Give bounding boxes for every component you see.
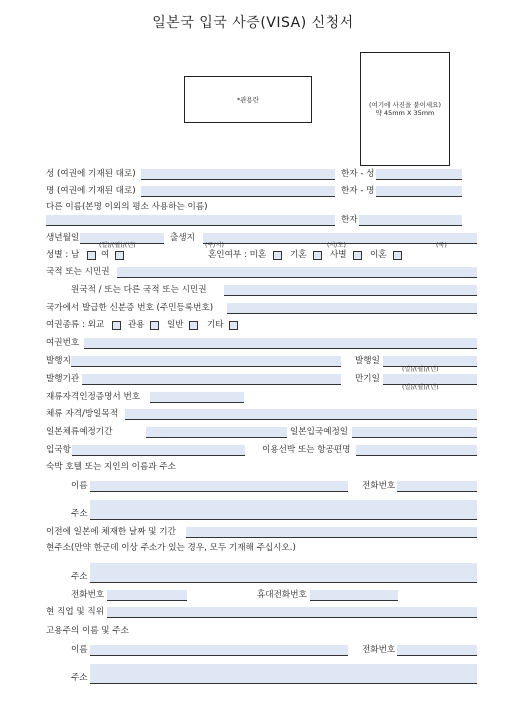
official-use-label: *관용란 xyxy=(236,95,260,104)
hanja-given-field[interactable] xyxy=(376,186,462,197)
port-of-entry-field[interactable] xyxy=(72,445,245,456)
hanja-given-label: 한자 - 명 xyxy=(341,186,375,196)
passport-ordinary-checkbox[interactable] xyxy=(189,321,198,330)
home-phone-label: 전화번호 xyxy=(71,590,105,600)
stay-period-field[interactable] xyxy=(146,427,287,438)
passport-diplomatic-checkbox[interactable] xyxy=(112,321,121,330)
hotel-name-field[interactable] xyxy=(90,481,348,492)
other-names-label: 다른 이름(본명 이외의 평소 사용하는 이름) xyxy=(46,202,208,212)
province-hint: (시/도) xyxy=(327,242,346,249)
given-name-label: 명 (여권에 기재된 대로) xyxy=(46,186,136,196)
hanja-other-field[interactable] xyxy=(359,215,462,226)
employer-phone-label: 전화번호 xyxy=(362,645,396,655)
marital-label: 혼인여부 : 미혼 xyxy=(208,250,267,260)
passport-official-checkbox[interactable] xyxy=(150,321,159,330)
birth-date-label: 생년월일 xyxy=(46,233,80,243)
former-nationality-label: 원국적 / 또는 다른 국적 또는 시민권 xyxy=(71,285,207,295)
hotel-phone-label: 전화번호 xyxy=(362,481,396,491)
passport-number-label: 여권번호 xyxy=(46,338,80,348)
given-name-field[interactable] xyxy=(141,186,335,197)
mobile-field[interactable] xyxy=(310,590,398,601)
birth-date-hint: (일)/(월)/(년) xyxy=(99,242,136,249)
ship-airline-field[interactable] xyxy=(356,445,477,456)
passport-other-checkbox[interactable] xyxy=(229,321,238,330)
arrival-date-field[interactable] xyxy=(352,427,477,438)
nationality-field[interactable] xyxy=(117,267,477,278)
national-id-field[interactable] xyxy=(227,303,477,314)
employer-name-field[interactable] xyxy=(90,645,348,656)
hanja-surname-field[interactable] xyxy=(376,169,462,180)
expiry-label: 만기일 xyxy=(355,374,380,384)
photo-instruction: (여기에 사진을 붙이세요) xyxy=(369,101,441,109)
previous-stays-label: 이전에 일본에 체재한 날짜 및 기간 xyxy=(46,527,176,537)
current-address-field[interactable] xyxy=(90,563,477,583)
purpose-field[interactable] xyxy=(125,409,477,420)
surname-field[interactable] xyxy=(141,169,335,180)
mobile-label: 휴대전화번호 xyxy=(257,590,307,600)
coe-number-label: 재류자격인정증명서 번호 xyxy=(46,392,141,402)
passport-other-label: 기타 xyxy=(207,320,224,330)
coe-number-field[interactable] xyxy=(150,392,244,403)
stay-period-label: 일본체류예정기간 xyxy=(46,427,113,437)
widowed-label: 사별 xyxy=(330,250,347,260)
photo-size: 약 45mm X 35mm xyxy=(375,109,435,117)
birth-place-label: 출생지 xyxy=(170,233,195,243)
sex-label: 성별 : 남 xyxy=(46,250,80,260)
marital-married-checkbox[interactable] xyxy=(313,251,322,260)
issuing-authority-label: 발행기관 xyxy=(46,374,80,384)
current-address-label: 현주소(만약 한군데 이상 주소가 있는 경우, 모두 기재해 주십시오.) xyxy=(46,543,296,553)
national-id-label: 국가에서 발급한 신분증 번호 (주민등록번호) xyxy=(46,303,214,313)
hotel-address-label: 주소 xyxy=(71,509,88,519)
country-hint: (국) xyxy=(436,242,447,249)
place-of-issue-field[interactable] xyxy=(71,356,341,367)
date-of-issue-hint: (일)/(월)/(년) xyxy=(402,366,439,373)
ship-airline-label: 이용선박 또는 항공편명 xyxy=(262,445,351,455)
passport-official-label: 관용 xyxy=(128,320,145,330)
current-address-sublabel: 주소 xyxy=(71,572,88,582)
sex-female-checkbox[interactable] xyxy=(115,251,124,260)
photo-box[interactable] xyxy=(360,52,450,166)
occupation-label: 현 직업 및 직위 xyxy=(46,607,105,617)
place-of-issue-label: 발행지 xyxy=(46,356,71,366)
passport-ordinary-label: 일반 xyxy=(167,320,184,330)
marital-divorced-checkbox[interactable] xyxy=(393,251,402,260)
sex-male-checkbox[interactable] xyxy=(87,251,96,260)
issuing-authority-field[interactable] xyxy=(82,374,341,385)
arrival-date-label: 일본입국예정일 xyxy=(290,427,349,437)
nationality-label: 국적 또는 시민권 xyxy=(46,267,110,277)
previous-stays-field[interactable] xyxy=(186,527,477,538)
employer-address-field[interactable] xyxy=(90,664,477,684)
passport-number-field[interactable] xyxy=(84,338,477,349)
hanja-label: 한자 xyxy=(341,215,358,225)
employer-phone-field[interactable] xyxy=(397,645,477,656)
other-names-field[interactable] xyxy=(46,215,335,226)
date-of-issue-label: 발행일 xyxy=(355,356,380,366)
hanja-surname-label: 한자 - 성 xyxy=(341,169,375,179)
form-title: 일본국 입국 사증(VISA) 신청서 xyxy=(152,15,354,31)
marital-single-checkbox[interactable] xyxy=(273,251,282,260)
passport-type-label: 여권종류 : 외교 xyxy=(46,320,105,330)
employer-address-label: 주소 xyxy=(71,673,88,683)
hotel-section-label: 숙박 호텔 또는 지인의 이름과 주소 xyxy=(46,462,176,472)
occupation-field[interactable] xyxy=(107,607,477,618)
divorced-label: 이혼 xyxy=(370,250,387,260)
hotel-name-label: 이름 xyxy=(71,481,88,491)
surname-label: 성 (여권에 기재된 대로) xyxy=(46,169,136,179)
hotel-address-field[interactable] xyxy=(90,500,477,520)
port-of-entry-label: 입국항 xyxy=(46,445,71,455)
expiry-hint: (일)/(월)/(년) xyxy=(402,384,439,391)
sex-female-label: 여 xyxy=(101,250,110,260)
marital-widowed-checkbox[interactable] xyxy=(353,251,362,260)
employer-section-label: 고용주의 이름 및 주소 xyxy=(46,626,129,636)
official-use-box xyxy=(184,76,312,123)
purpose-label: 체류 자격/방일목적 xyxy=(46,409,119,419)
former-nationality-field[interactable] xyxy=(224,285,477,296)
employer-name-label: 이름 xyxy=(71,645,88,655)
city-hint: (구/시) xyxy=(205,242,224,249)
hotel-phone-field[interactable] xyxy=(397,481,477,492)
home-phone-field[interactable] xyxy=(107,590,187,601)
married-label: 기혼 xyxy=(290,250,307,260)
